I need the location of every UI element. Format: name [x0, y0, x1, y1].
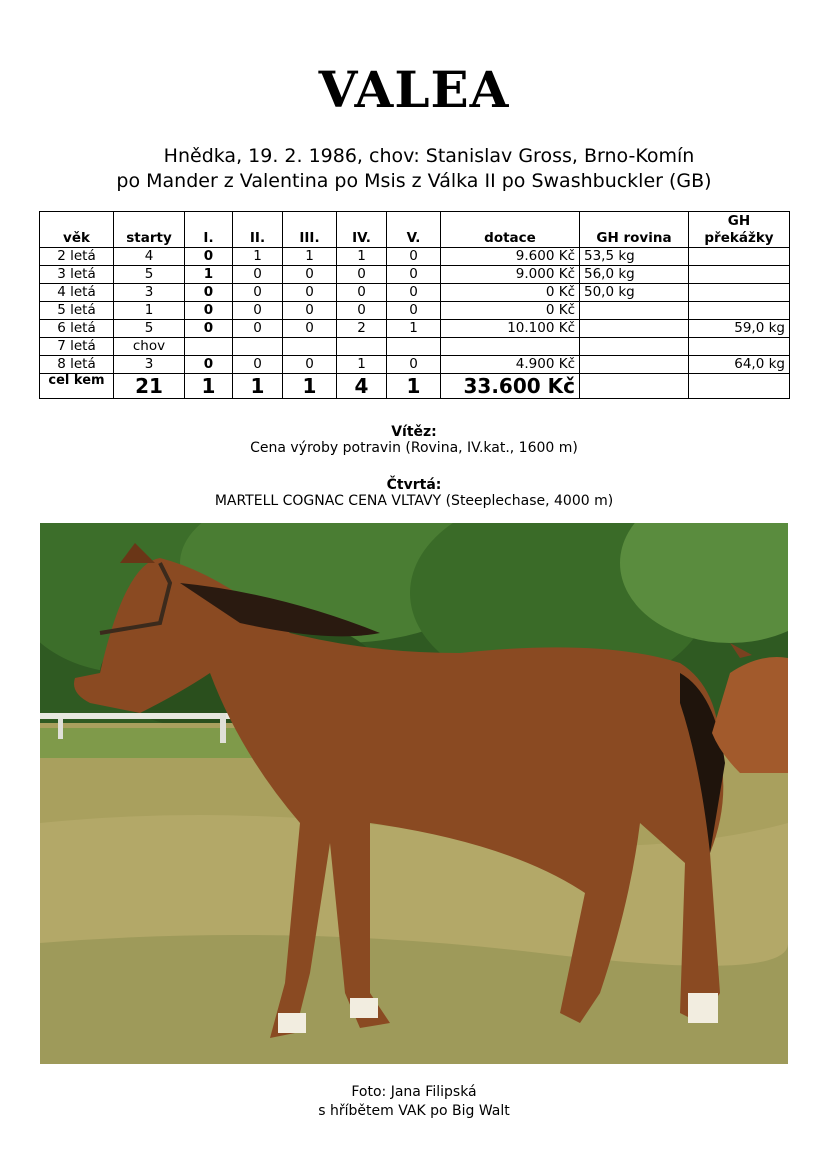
photo-credit	[0, 1083, 828, 1121]
cell-starts: 4	[114, 248, 185, 266]
fourth-race: MARTELL COGNAC CENA VLTAVY (Steeplechase, 4000 m)	[214, 493, 614, 509]
cell-age: 6 letá	[40, 320, 114, 338]
cell-gh-jump	[689, 248, 790, 266]
winner-heading: Vítěz:	[391, 424, 437, 440]
cell-starts: 5	[114, 320, 185, 338]
header-gh-flat: GH rovina	[580, 212, 689, 248]
total-p3: 1	[283, 374, 337, 399]
cell-prize: 10.100 Kč	[441, 320, 580, 338]
total-p4: 4	[337, 374, 387, 399]
cell-p3: 0	[283, 284, 337, 302]
total-starts: 21	[114, 374, 185, 399]
cell-p1: 0	[185, 320, 233, 338]
cell-gh-jump: 64,0 kg	[689, 356, 790, 374]
pedigree: po Mander z Valentina po Msis z Válka II po Swashbuckler (GB)	[116, 170, 712, 192]
cell-age: 4 letá	[40, 284, 114, 302]
cell-prize	[441, 338, 580, 356]
fourth-heading: Čtvrtá:	[386, 477, 442, 493]
cell-p1: 0	[185, 284, 233, 302]
cell-p2: 0	[233, 356, 283, 374]
cell-p4: 1	[337, 356, 387, 374]
table-row	[40, 302, 790, 320]
cell-p3: 0	[283, 320, 337, 338]
cell-p4: 2	[337, 320, 387, 338]
cell-gh-flat	[580, 338, 689, 356]
cell-gh-flat: 53,5 kg	[580, 248, 689, 266]
horse-photo	[40, 523, 788, 1064]
cell-p2: 1	[233, 248, 283, 266]
cell-starts: 5	[114, 266, 185, 284]
cell-p2: 0	[233, 302, 283, 320]
page-title: VALEA	[318, 60, 510, 119]
cell-age: 5 letá	[40, 302, 114, 320]
cell-starts: chov	[114, 338, 185, 356]
header-p1: I.	[185, 212, 233, 248]
cell-p4: 0	[337, 266, 387, 284]
cell-p5: 0	[387, 248, 441, 266]
cell-p1	[185, 338, 233, 356]
cell-p5: 0	[387, 266, 441, 284]
header-p2: II.	[233, 212, 283, 248]
cell-age: 7 letá	[40, 338, 114, 356]
cell-prize: 0 Kč	[441, 302, 580, 320]
table-row	[40, 338, 790, 356]
total-p1: 1	[185, 374, 233, 399]
cell-prize: 0 Kč	[441, 284, 580, 302]
cell-p2	[233, 338, 283, 356]
header-p4: IV.	[337, 212, 387, 248]
total-empty	[580, 374, 689, 399]
cell-p1: 0	[185, 302, 233, 320]
horse-info-text: Hnědka, 19. 2. 1986, chov: Stanislav Gross, Brno-Komín	[163, 145, 695, 167]
cell-p1: 0	[185, 248, 233, 266]
cell-gh-flat	[580, 320, 689, 338]
cell-p2: 0	[233, 266, 283, 284]
race-stats-table	[39, 211, 790, 399]
table-row	[40, 266, 790, 284]
photo-credit-author: Foto: Jana Filipská	[351, 1084, 477, 1100]
table-row	[40, 356, 790, 374]
cell-p4: 0	[337, 302, 387, 320]
total-label: cel kem	[40, 374, 114, 399]
cell-gh-flat	[580, 302, 689, 320]
cell-gh-jump	[689, 338, 790, 356]
cell-p5: 0	[387, 284, 441, 302]
header-gh-jump: GH překážky	[689, 212, 790, 248]
header-age: věk	[40, 212, 114, 248]
cell-prize: 9.000 Kč	[441, 266, 580, 284]
header-prize: dotace	[441, 212, 580, 248]
winner-race: Cena výroby potravin (Rovina, IV.kat., 1600 m)	[250, 440, 578, 456]
cell-p3: 0	[283, 302, 337, 320]
cell-p3: 1	[283, 248, 337, 266]
header-p5: V.	[387, 212, 441, 248]
cell-p5: 0	[387, 302, 441, 320]
cell-p5: 1	[387, 320, 441, 338]
cell-prize: 9.600 Kč	[441, 248, 580, 266]
cell-p2: 0	[233, 320, 283, 338]
cell-p3: 0	[283, 356, 337, 374]
table-header	[40, 212, 790, 248]
table-row	[40, 284, 790, 302]
cell-starts: 3	[114, 284, 185, 302]
cell-gh-jump	[689, 266, 790, 284]
table-row	[40, 248, 790, 266]
cell-gh-jump	[689, 284, 790, 302]
cell-p2: 0	[233, 284, 283, 302]
total-p5: 1	[387, 374, 441, 399]
cell-p4	[337, 338, 387, 356]
header-p3: III.	[283, 212, 337, 248]
table-row	[40, 320, 790, 338]
cell-age: 3 letá	[40, 266, 114, 284]
cell-p1: 1	[185, 266, 233, 284]
cell-age: 8 letá	[40, 356, 114, 374]
fourth-section	[0, 477, 828, 509]
total-empty	[689, 374, 790, 399]
cell-p5	[387, 338, 441, 356]
cell-p3: 0	[283, 266, 337, 284]
cell-p5: 0	[387, 356, 441, 374]
total-prize: 33.600 Kč	[441, 374, 580, 399]
total-p2: 1	[233, 374, 283, 399]
cell-p3	[283, 338, 337, 356]
header-starts: starty	[114, 212, 185, 248]
table-total-row	[40, 374, 790, 399]
cell-p4: 1	[337, 248, 387, 266]
cell-p4: 0	[337, 284, 387, 302]
cell-gh-flat	[580, 356, 689, 374]
cell-gh-jump	[689, 302, 790, 320]
cell-gh-jump: 59,0 kg	[689, 320, 790, 338]
cell-starts: 3	[114, 356, 185, 374]
horse-info	[0, 145, 828, 167]
photo-credit-caption: s hříbětem VAK po Big Walt	[318, 1103, 510, 1119]
winner-section	[0, 424, 828, 456]
cell-starts: 1	[114, 302, 185, 320]
cell-gh-flat: 50,0 kg	[580, 284, 689, 302]
cell-prize: 4.900 Kč	[441, 356, 580, 374]
cell-gh-flat: 56,0 kg	[580, 266, 689, 284]
cell-p1: 0	[185, 356, 233, 374]
cell-age: 2 letá	[40, 248, 114, 266]
